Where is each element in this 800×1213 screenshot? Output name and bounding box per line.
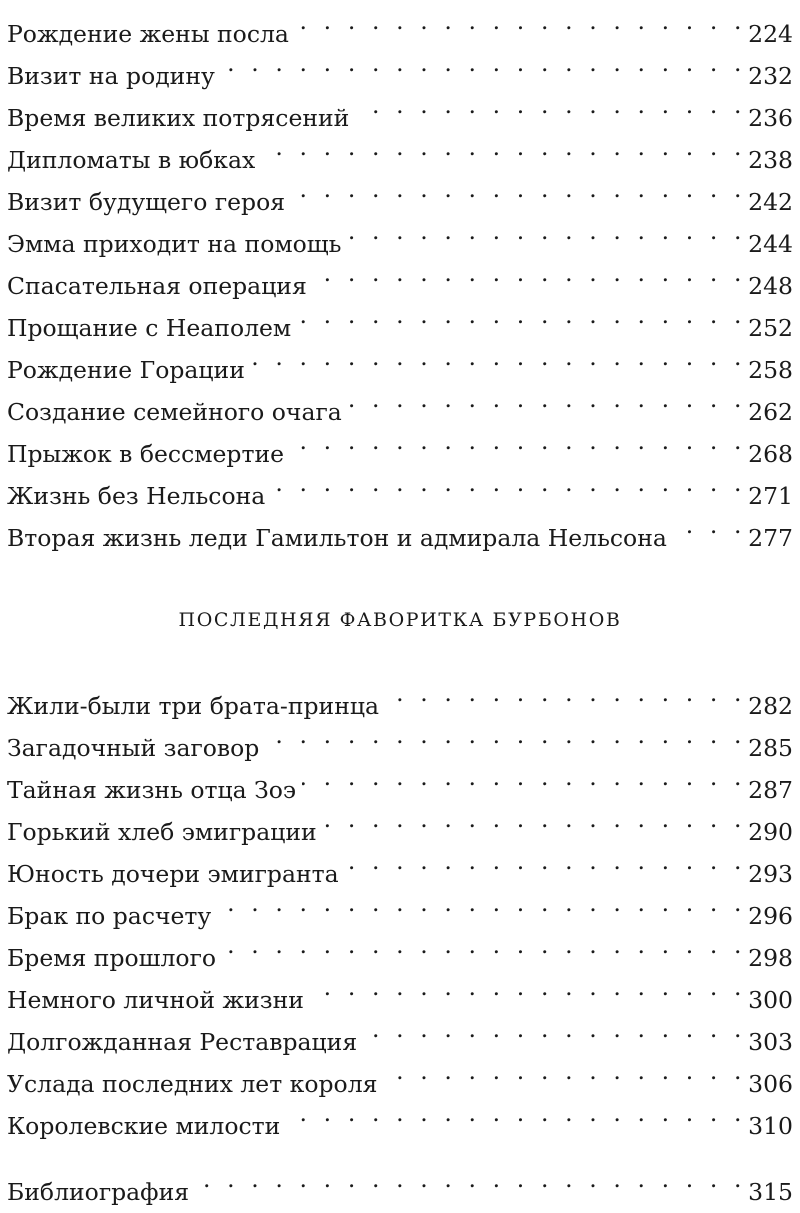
toc-entry-page-number: 277	[748, 524, 793, 552]
dot-leader	[195, 1158, 746, 1200]
toc-entry-title: Вторая жизнь леди Гамильтон и адмирала Нельсона	[7, 524, 667, 552]
toc-entry-page-number: 271	[748, 482, 793, 510]
dot-leader	[323, 798, 746, 840]
toc-entry-title: Рождение Горации	[7, 356, 245, 384]
toc-list	[7, 0, 793, 552]
toc-section-hamilton	[7, 0, 793, 552]
dot-leader	[313, 252, 746, 294]
toc-entry-title: Долгожданная Реставрация	[7, 1028, 358, 1056]
toc-entry-page-number: 315	[748, 1178, 793, 1206]
toc-entry-title: Прощание с Неаполем	[7, 314, 292, 342]
toc-entry-page-number: 296	[748, 902, 793, 930]
toc-list	[7, 1158, 793, 1206]
toc-entry-title: Услада последних лет короля	[7, 1070, 378, 1098]
dot-leader	[310, 966, 746, 1008]
toc-entry-page-number: 268	[748, 440, 793, 468]
toc-entry-title: Бремя прошлого	[7, 944, 217, 972]
toc-entry-title: Брак по расчету	[7, 902, 212, 930]
dot-leader	[291, 168, 746, 210]
dot-leader	[286, 1092, 746, 1134]
dot-leader	[265, 714, 746, 756]
dot-leader	[385, 672, 746, 714]
toc-entry[interactable]	[7, 1158, 793, 1206]
dot-leader	[348, 378, 746, 420]
toc-entry-title: Тайная жизнь отца Зоэ	[7, 776, 297, 804]
toc-entry-title: Юность дочери эмигранта	[7, 860, 339, 888]
toc-entry-title: Дипломаты в юбках	[7, 146, 256, 174]
toc-entry-page-number: 238	[748, 146, 793, 174]
toc-entry-page-number: 236	[748, 104, 793, 132]
dot-leader	[295, 0, 746, 42]
toc-entry-page-number: 262	[748, 398, 793, 426]
toc-entry-title: Визит будущего героя	[7, 188, 286, 216]
toc-entry-page-number: 293	[748, 860, 793, 888]
toc-entry-title: Королевские милости	[7, 1112, 281, 1140]
dot-leader	[363, 1008, 746, 1050]
dot-leader	[222, 924, 746, 966]
toc-entry-title: Библиография	[7, 1178, 190, 1206]
toc-entry-title: Создание семейного очага	[7, 398, 342, 426]
toc-list	[7, 672, 793, 1140]
toc-entry-page-number: 298	[748, 944, 793, 972]
toc-entry-title: Рождение жены посла	[7, 20, 289, 48]
toc-entry-page-number: 242	[748, 188, 793, 216]
toc-entry[interactable]	[7, 672, 793, 720]
toc-entry-title: Немного личной жизни	[7, 986, 304, 1014]
toc-entry-page-number: 248	[748, 272, 793, 300]
toc-entry-title: Время великих потрясений	[7, 104, 350, 132]
dot-leader	[251, 336, 746, 378]
toc-entry-title: Спасательная операция	[7, 272, 307, 300]
toc-entry-page-number: 287	[748, 776, 793, 804]
toc-entry-title: Горький хлеб эмиграции	[7, 818, 317, 846]
toc-entry-title: Эмма приходит на помощь	[7, 230, 342, 258]
toc-section-bourbons	[7, 672, 793, 1140]
toc-entry-page-number: 303	[748, 1028, 793, 1056]
toc-section-bibliography	[7, 1158, 793, 1206]
toc-entry-page-number: 224	[748, 20, 793, 48]
toc-entry-page-number: 282	[748, 692, 793, 720]
dot-leader	[221, 42, 746, 84]
dot-leader	[347, 210, 746, 252]
dot-leader	[673, 504, 746, 546]
toc-entry-page-number: 244	[748, 230, 793, 258]
toc-entry-title: Жизнь без Нельсона	[7, 482, 266, 510]
toc-entry[interactable]	[7, 0, 793, 48]
toc-entry-page-number: 300	[748, 986, 793, 1014]
toc-entry-page-number: 285	[748, 734, 793, 762]
toc-entry-page-number: 258	[748, 356, 793, 384]
dot-leader	[302, 756, 746, 798]
toc-entry-page-number: 306	[748, 1070, 793, 1098]
dot-leader	[355, 84, 746, 126]
dot-leader	[271, 462, 746, 504]
dot-leader	[297, 294, 746, 336]
dot-leader	[261, 126, 746, 168]
dot-leader	[383, 1050, 746, 1092]
toc-entry-title: Визит на родину	[7, 62, 215, 90]
dot-leader	[345, 840, 746, 882]
toc-entry-title: Загадочный заговор	[7, 734, 260, 762]
dot-leader	[290, 420, 746, 462]
toc-entry-title: Жили-были три брата-принца	[7, 692, 379, 720]
section-heading: ПОСЛЕДНЯЯ ФАВОРИТКА БУРБОНОВ	[178, 609, 622, 631]
toc-entry-page-number: 290	[748, 818, 793, 846]
toc-entry-page-number: 310	[748, 1112, 793, 1140]
toc-entry-title: Прыжок в бессмертие	[7, 440, 285, 468]
dot-leader	[217, 882, 746, 924]
toc-entry-page-number: 252	[748, 314, 793, 342]
toc-entry-page-number: 232	[748, 62, 793, 90]
